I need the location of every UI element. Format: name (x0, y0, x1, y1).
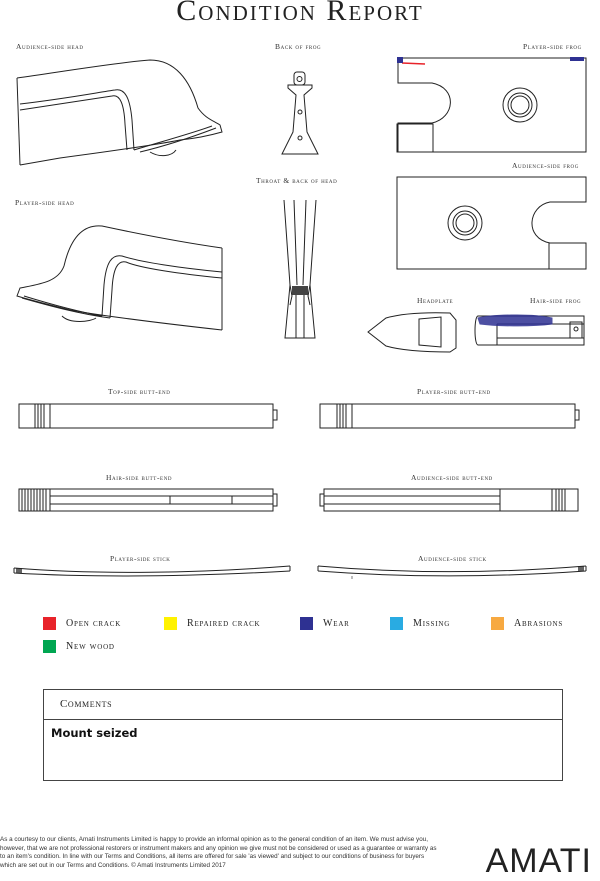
back-of-frog-drawing (282, 72, 318, 154)
label-player-side-butt-end: Player-side butt-end (417, 387, 491, 396)
label-hair-side-frog: Hair-side frog (530, 296, 582, 305)
hair-side-frog-drawing (475, 315, 584, 345)
swatch-abrasions (491, 617, 504, 630)
legend-label-abrasions: Abrasions (514, 618, 564, 629)
hair-side-butt-end-drawing (19, 489, 277, 511)
legend-abrasions (491, 617, 563, 630)
swatch-missing (390, 617, 403, 630)
legend-open-crack (43, 617, 121, 630)
audience-side-butt-end-drawing (320, 489, 578, 511)
label-audience-side-butt-end: Audience-side butt-end (411, 473, 493, 482)
legend-label-wear: Wear (323, 618, 350, 629)
player-side-butt-end-drawing (320, 404, 579, 428)
legend-new-wood (43, 640, 115, 653)
player-side-stick-drawing (14, 566, 290, 576)
label-audience-side-frog: Audience-side frog (512, 161, 579, 170)
swatch-new-wood (43, 640, 56, 653)
label-player-side-frog: Player-side frog (523, 42, 582, 51)
label-player-side-head: Player-side head (15, 198, 75, 207)
legend-missing (390, 617, 450, 630)
legend-label-repaired-crack: Repaired crack (187, 618, 261, 629)
comments-text[interactable]: Mount seized (51, 726, 138, 740)
legend-label-open-crack: Open crack (66, 618, 122, 629)
player-side-frog-drawing (397, 57, 586, 152)
label-audience-side-head: Audience-side head (16, 42, 84, 51)
label-player-side-stick: Player-side stick (110, 554, 171, 563)
audience-side-frog-drawing (397, 177, 586, 269)
swatch-wear (300, 617, 313, 630)
headplate-drawing (368, 313, 456, 352)
comments-box (43, 689, 563, 781)
legend-wear (300, 617, 350, 630)
swatch-repaired-crack (164, 617, 177, 630)
legend-label-missing: Missing (413, 618, 451, 629)
disclaimer-text: As a courtesy to our clients, Amati Instruments Limited is happy to provide an informal opinion as to the general condition of an item. We must advise you, however, that we are not professional restorers or instrument makers and any opinion we give must not be considered or used as a guarantee or warranty as to an item's condition. In line with our Terms and Conditions, all items are offered for sale 'as viewed' and subject to our conditions of business for buyers which are set out in our Terms and Conditions. © Amati Instruments Limited 2017 (0, 836, 437, 869)
label-top-side-butt-end: Top-side butt-end (108, 387, 171, 396)
legend-label-new-wood: New wood (66, 641, 115, 652)
player-side-head-drawing (17, 226, 222, 330)
top-side-butt-end-drawing (19, 404, 277, 428)
label-headplate: Headplate (417, 296, 454, 305)
amati-logo: AMATI (485, 842, 592, 880)
swatch-open-crack (43, 617, 56, 630)
label-hair-side-butt-end: Hair-side butt-end (106, 473, 173, 482)
comments-heading: Comments (44, 690, 562, 720)
audience-side-head-drawing (17, 60, 222, 165)
label-audience-side-stick: Audience-side stick (418, 554, 487, 563)
page-title: Condition Report (176, 0, 424, 27)
audience-side-stick-drawing (318, 566, 586, 579)
throat-back-of-head-drawing (284, 200, 316, 338)
label-throat-back-of-head: Throat & back of head (256, 176, 338, 185)
legend-repaired-crack (164, 617, 260, 630)
label-back-of-frog: Back of frog (275, 42, 322, 51)
